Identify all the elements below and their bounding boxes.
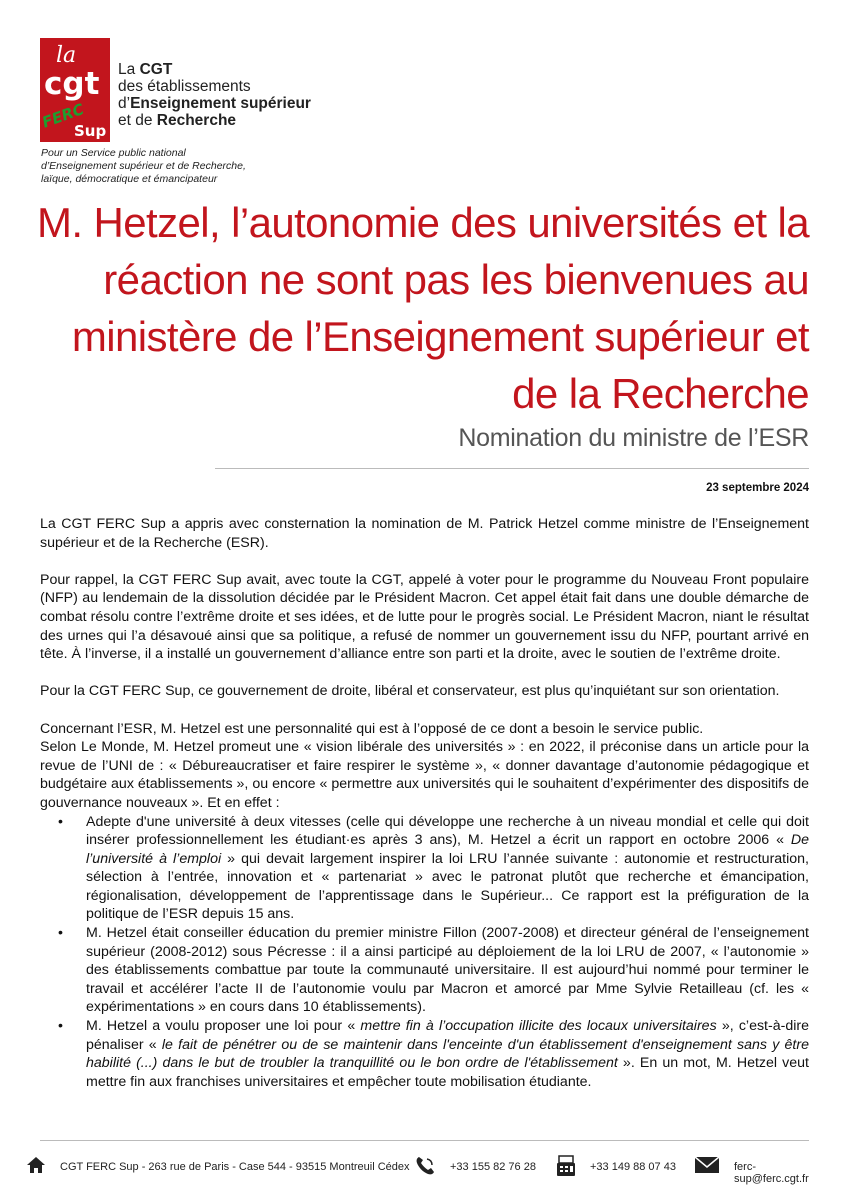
list-item: • M. Hetzel était conseiller éducation du premier ministre Fillon (2007-2008) et directeur général de l’enseignement supérieur (2008-2012) sous Pécresse : il a ainsi participé au déploiement de la loi LRU de 2007, « l’autonomie » des établissements combattue par toute la communauté universitaire. Il est aujourd’hui nommé pour terminer le travail et accélérer l’acte II de l’autonomie voulu par Macron et amorcé par Mme Sylvie Retailleau (cf. les « expérimentations » en cours dans 10 établissements). [58, 925, 809, 1016]
list-item: • M. Hetzel a voulu proposer une loi pour « mettre fin à l’occupation illicite des locaux universitaires », c’est-à-dire pénaliser « le fait de pénétrer ou de se maintenir dans l'enceinte d'un établissement d'enseignement sans y être habilité (...) dans le but de troubler la tranquillité ou le bon ordre de l'établissement ». En un mot, M. Hetzel veut mettre fin aux franchises universitaires et empêcher toute mobilisation étudiante. [58, 1018, 809, 1090]
paragraph: Pour rappel, la CGT FERC Sup avait, avec toute la CGT, appelé à voter pour le programme du Nouveau Front populaire (NFP) au lendemain de la dissolution décidée par le Président Macron. Cet appel était fait dans une double démarche de combat résolu contre l’extrême droite et ses idées, et de lutte pour le progrès social. Le Président Macron, niant le résultat des urnes qui l’a désavoué ainsi que sa politique, a refusé de nommer un gouvernement issu du NFP, pourtant arrivé en tête. À l’inverse, il a installé un gouvernement d’alliance entre son parti et la droite, avec le soutien de l’extrême droite. [40, 571, 809, 663]
paragraph: La CGT FERC Sup a appris avec consternation la nomination de M. Patrick Hetzel comme ministre de l’Enseignement supérieur et de la Recherche (ESR). [40, 516, 809, 551]
svg-text:FERC: FERC [40, 100, 87, 132]
footer-phone[interactable]: +33 155 82 76 28 [450, 1161, 536, 1173]
paragraph: Selon Le Monde, M. Hetzel promeut une « vision libérale des universités » : en 2022, il préconise dans un article pour la revue de l’UNI de : « Débureaucratiser et faire respirer le système », « donner davantage d’autonomie pédagogique et budgétaire aux établissements », ou encore « permettre aux universités qui le souhaitent d’expérimenter des dispositifs de gouvernance nouveaux ». Et en effet : [40, 739, 809, 811]
svg-text:Sup: Sup [74, 122, 107, 140]
footer-divider [40, 1140, 809, 1141]
svg-text:la: la [56, 43, 77, 68]
tagline: Pour un Service public national d’Enseignement supérieur et de Recherche, laïque, démocratique et émancipateur [41, 147, 246, 185]
page-subtitle: Nomination du ministre de l’ESR [458, 424, 809, 452]
phone-icon [414, 1155, 436, 1177]
footer-address: CGT FERC Sup - 263 rue de Paris - Case 544 - 93515 Montreuil Cédex [60, 1161, 410, 1173]
fax-icon [556, 1155, 576, 1177]
list-item: • Adepte d'une université à deux vitesses (celle qui développe une recherche à un niveau mondial et celle qui doit insérer professionnellement les étudiant·es après 3 ans), M. Hetzel a écrit un rapport en octobre 2006 « De l’université à l’emploi » qui devait largement inspirer la loi LRU l’année suivante : autonomie et restructuration, sélection à l’entrée, innovation et « partenariat » avec le patronat plutôt que recherche et émancipation, régionalisation, développement de l’apprentissage dans le Supérieur... Ce rapport est la préfiguration de la politique de l’ESR depuis 15 ans. [58, 813, 809, 923]
bullet-icon: • [58, 813, 63, 830]
bullet-icon: • [58, 1018, 63, 1035]
title-divider [215, 468, 809, 469]
bullet-icon: • [58, 925, 63, 942]
article-body [40, 515, 809, 1091]
cgt-ferc-sup-logo [40, 38, 110, 142]
home-icon [26, 1155, 46, 1175]
page-title: M. Hetzel, l’autonomie des universités et la réaction ne sont pas les bienvenues au ministère de l’Enseignement supérieur et de la Recherche [37, 199, 809, 417]
organization-name: La CGT des établissements d’Enseignement supérieur et de Recherche [118, 61, 311, 129]
paragraph: Pour la CGT FERC Sup, ce gouvernement de droite, libéral et conservateur, est plus qu’inquiétant sur son orientation. [40, 683, 780, 700]
publication-date: 23 septembre 2024 [706, 482, 809, 494]
footer [26, 1155, 819, 1185]
mail-icon [694, 1155, 720, 1175]
footer-email[interactable]: ferc-sup@ferc.cgt.fr [734, 1161, 809, 1185]
svg-text:cgt: cgt [44, 66, 100, 102]
bullet-list [40, 813, 809, 1092]
footer-fax: +33 149 88 07 43 [590, 1161, 676, 1173]
paragraph: Concernant l’ESR, M. Hetzel est une personnalité qui est à l’opposé de ce dont a besoin le service public. [40, 720, 704, 737]
